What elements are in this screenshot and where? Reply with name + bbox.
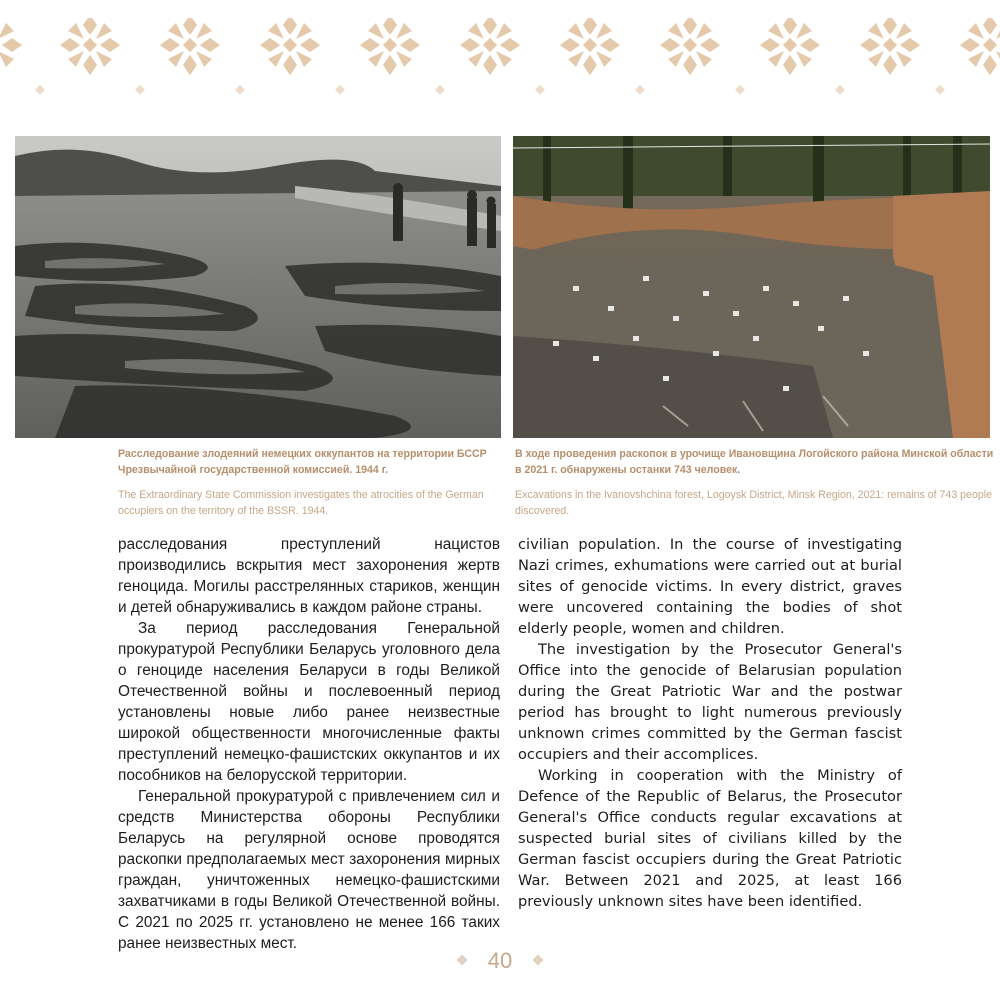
photo-caption-right xyxy=(515,446,995,519)
paragraph: расследования преступлений нацистов производились вскрытия мест захоронения жертв геноцида. Могилы расстрелянных стариков, женщин и детей обнаруживались в каждом районе страны. xyxy=(118,536,500,616)
caption-en: Excavations in the Ivanovshchina forest, Logoysk District, Minsk Region, 2021: remains of 743 people discovered. xyxy=(515,489,992,517)
caption-ru: В ходе проведения раскопок в урочище Ивановщина Логойского района Минской области в 2021 г. обнаружены останки 743 человек. xyxy=(515,448,994,476)
paragraph: civilian population. In the course of investigating Nazi crimes, exhumations were carried out at burial sites of genocide victims. In every district, graves were uncovered containing the bodies of shot elderly people, women and children. xyxy=(518,536,902,637)
paragraph: The investigation by the Prosecutor General's Office into the genocide of Belarusian population during the Great Patriotic War and the postwar period has brought to light numerous previously unknown crimes committed by the German fascist occupiers and their accomplices. xyxy=(518,641,902,763)
excavation-photo xyxy=(513,136,990,438)
paragraph: За период расследования Генеральной прокуратурой Республики Беларусь уголовного дела о геноциде населения Беларуси в годы Великой Отечественной войны и послевоенный период установлены новые либо ранее неизвестные широкой общественности многочисленные факты преступлений немецко-фашистских оккупантов и их пособников на белорусской территории. xyxy=(118,620,500,784)
ornament-border xyxy=(0,18,1000,98)
historical-photo xyxy=(15,136,501,438)
body-text-russian xyxy=(118,534,500,954)
page-footer xyxy=(0,948,1000,974)
caption-ru: Расследование злодеяний немецких оккупантов на территории БССР Чрезвычайной государственной комиссией. 1944 г. xyxy=(118,448,487,476)
paragraph: Working in cooperation with the Ministry of Defence of the Republic of Belarus, the Prosecutor General's Office conducts regular excavations at suspected burial sites of civilians killed by the German fascist occupiers during the Great Patriotic War. Between 2021 and 2025, at least 166 previously unknown sites have been identified. xyxy=(518,767,902,910)
caption-en: The Extraordinary State Commission investigates the atrocities of the German occupiers on the territory of the BSSR. 1944. xyxy=(118,489,484,517)
body-text-english xyxy=(518,534,902,912)
paragraph: Генеральной прокуратурой с привлечением сил и средств Министерства обороны Республики Беларусь на регулярной основе проводятся раскопки предполагаемых мест захоронения мирных граждан, уничтоженных немецко-фашистскими захватчиками в годы Великой Отечественной войны. С 2021 по 2025 гг. установлено не менее 166 таких ранее неизвестных мест. xyxy=(118,788,500,952)
photo-caption-left xyxy=(118,446,498,519)
diamond-icon xyxy=(533,955,544,966)
diamond-icon xyxy=(456,955,467,966)
page-number: 40 xyxy=(487,948,513,973)
